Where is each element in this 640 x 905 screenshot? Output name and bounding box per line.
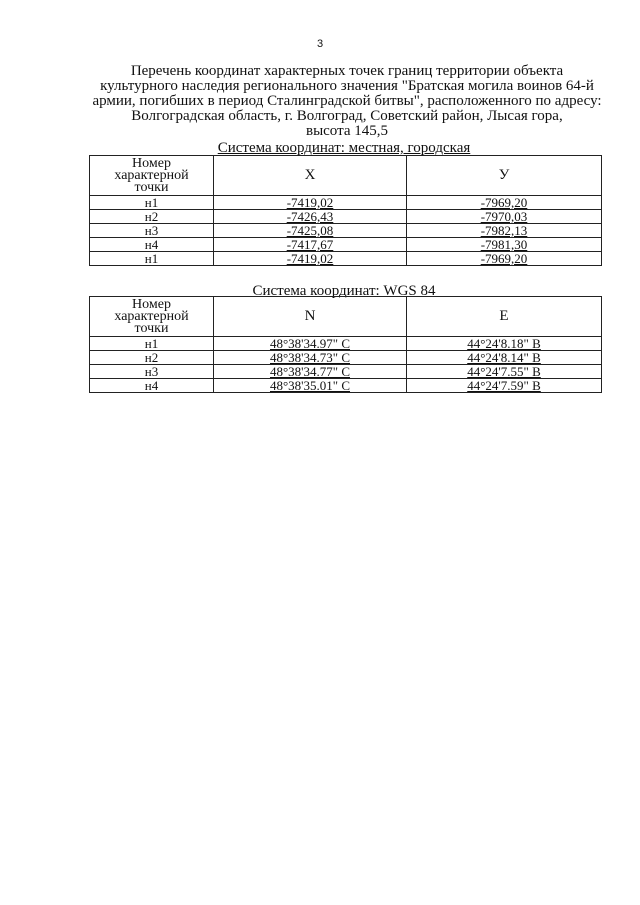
point-cell: н4 (90, 238, 214, 252)
point-cell: н1 (90, 252, 214, 266)
x-cell: -7426,43 (214, 210, 407, 224)
table-row (90, 224, 602, 238)
latitude-cell: 48°38'34.77" С (214, 365, 407, 379)
table-header-row (90, 297, 602, 337)
x-cell: -7425,08 (214, 224, 407, 238)
table-row (90, 351, 602, 365)
latitude-cell: 48°38'34.73" С (214, 351, 407, 365)
y-header: У (407, 156, 602, 196)
point-cell: н3 (90, 365, 214, 379)
longitude-cell: 44°24'8.18" В (407, 337, 602, 351)
n-header: N (214, 297, 407, 337)
table-header-row (90, 156, 602, 196)
point-cell: н1 (90, 337, 214, 351)
point-cell: н3 (90, 224, 214, 238)
e-header: E (407, 297, 602, 337)
point-cell: н4 (90, 379, 214, 393)
point-cell: н2 (90, 210, 214, 224)
table-row (90, 365, 602, 379)
longitude-cell: 44°24'8.14" В (407, 351, 602, 365)
local-coordinates-table (89, 155, 602, 266)
table-row (90, 379, 602, 393)
title-line: Перечень координат характерных точек границ территории объекта (130, 63, 564, 79)
table-row (90, 337, 602, 351)
x-header: X (214, 156, 407, 196)
y-cell: -7969,20 (407, 252, 602, 266)
point-number-header: Номер характерной точки (90, 156, 214, 196)
wgs-coordinates-table (89, 296, 602, 393)
document-title (80, 64, 614, 139)
table-row (90, 210, 602, 224)
y-cell: -7981,30 (407, 238, 602, 252)
latitude-cell: 48°38'34.97" С (214, 337, 407, 351)
y-cell: -7969,20 (407, 196, 602, 210)
title-line: Волгоградская область, г. Волгоград, Советский район, Лысая гора, (131, 108, 563, 124)
x-cell: -7419,02 (214, 196, 407, 210)
page-number: 3 (316, 38, 324, 50)
longitude-cell: 44°24'7.59" В (407, 379, 602, 393)
point-cell: н1 (90, 196, 214, 210)
local-system-caption: Система координат: местная, городская (217, 140, 471, 156)
title-line: армии, погибших в период Сталинградской битвы", расположенного по адресу: (92, 93, 602, 109)
title-line: высота 145,5 (305, 123, 389, 139)
y-cell: -7970,03 (407, 210, 602, 224)
point-number-header: Номер характерной точки (90, 297, 214, 337)
title-line: культурного наследия регионального значения "Братская могила воинов 64-й (100, 78, 594, 94)
y-cell: -7982,13 (407, 224, 602, 238)
table-row (90, 238, 602, 252)
table-row (90, 196, 602, 210)
x-cell: -7419,02 (214, 252, 407, 266)
latitude-cell: 48°38'35.01" С (214, 379, 407, 393)
x-cell: -7417,67 (214, 238, 407, 252)
wgs-system-caption: Система координат: WGS 84 (252, 283, 436, 299)
table-row (90, 252, 602, 266)
point-cell: н2 (90, 351, 214, 365)
longitude-cell: 44°24'7.55" В (407, 365, 602, 379)
